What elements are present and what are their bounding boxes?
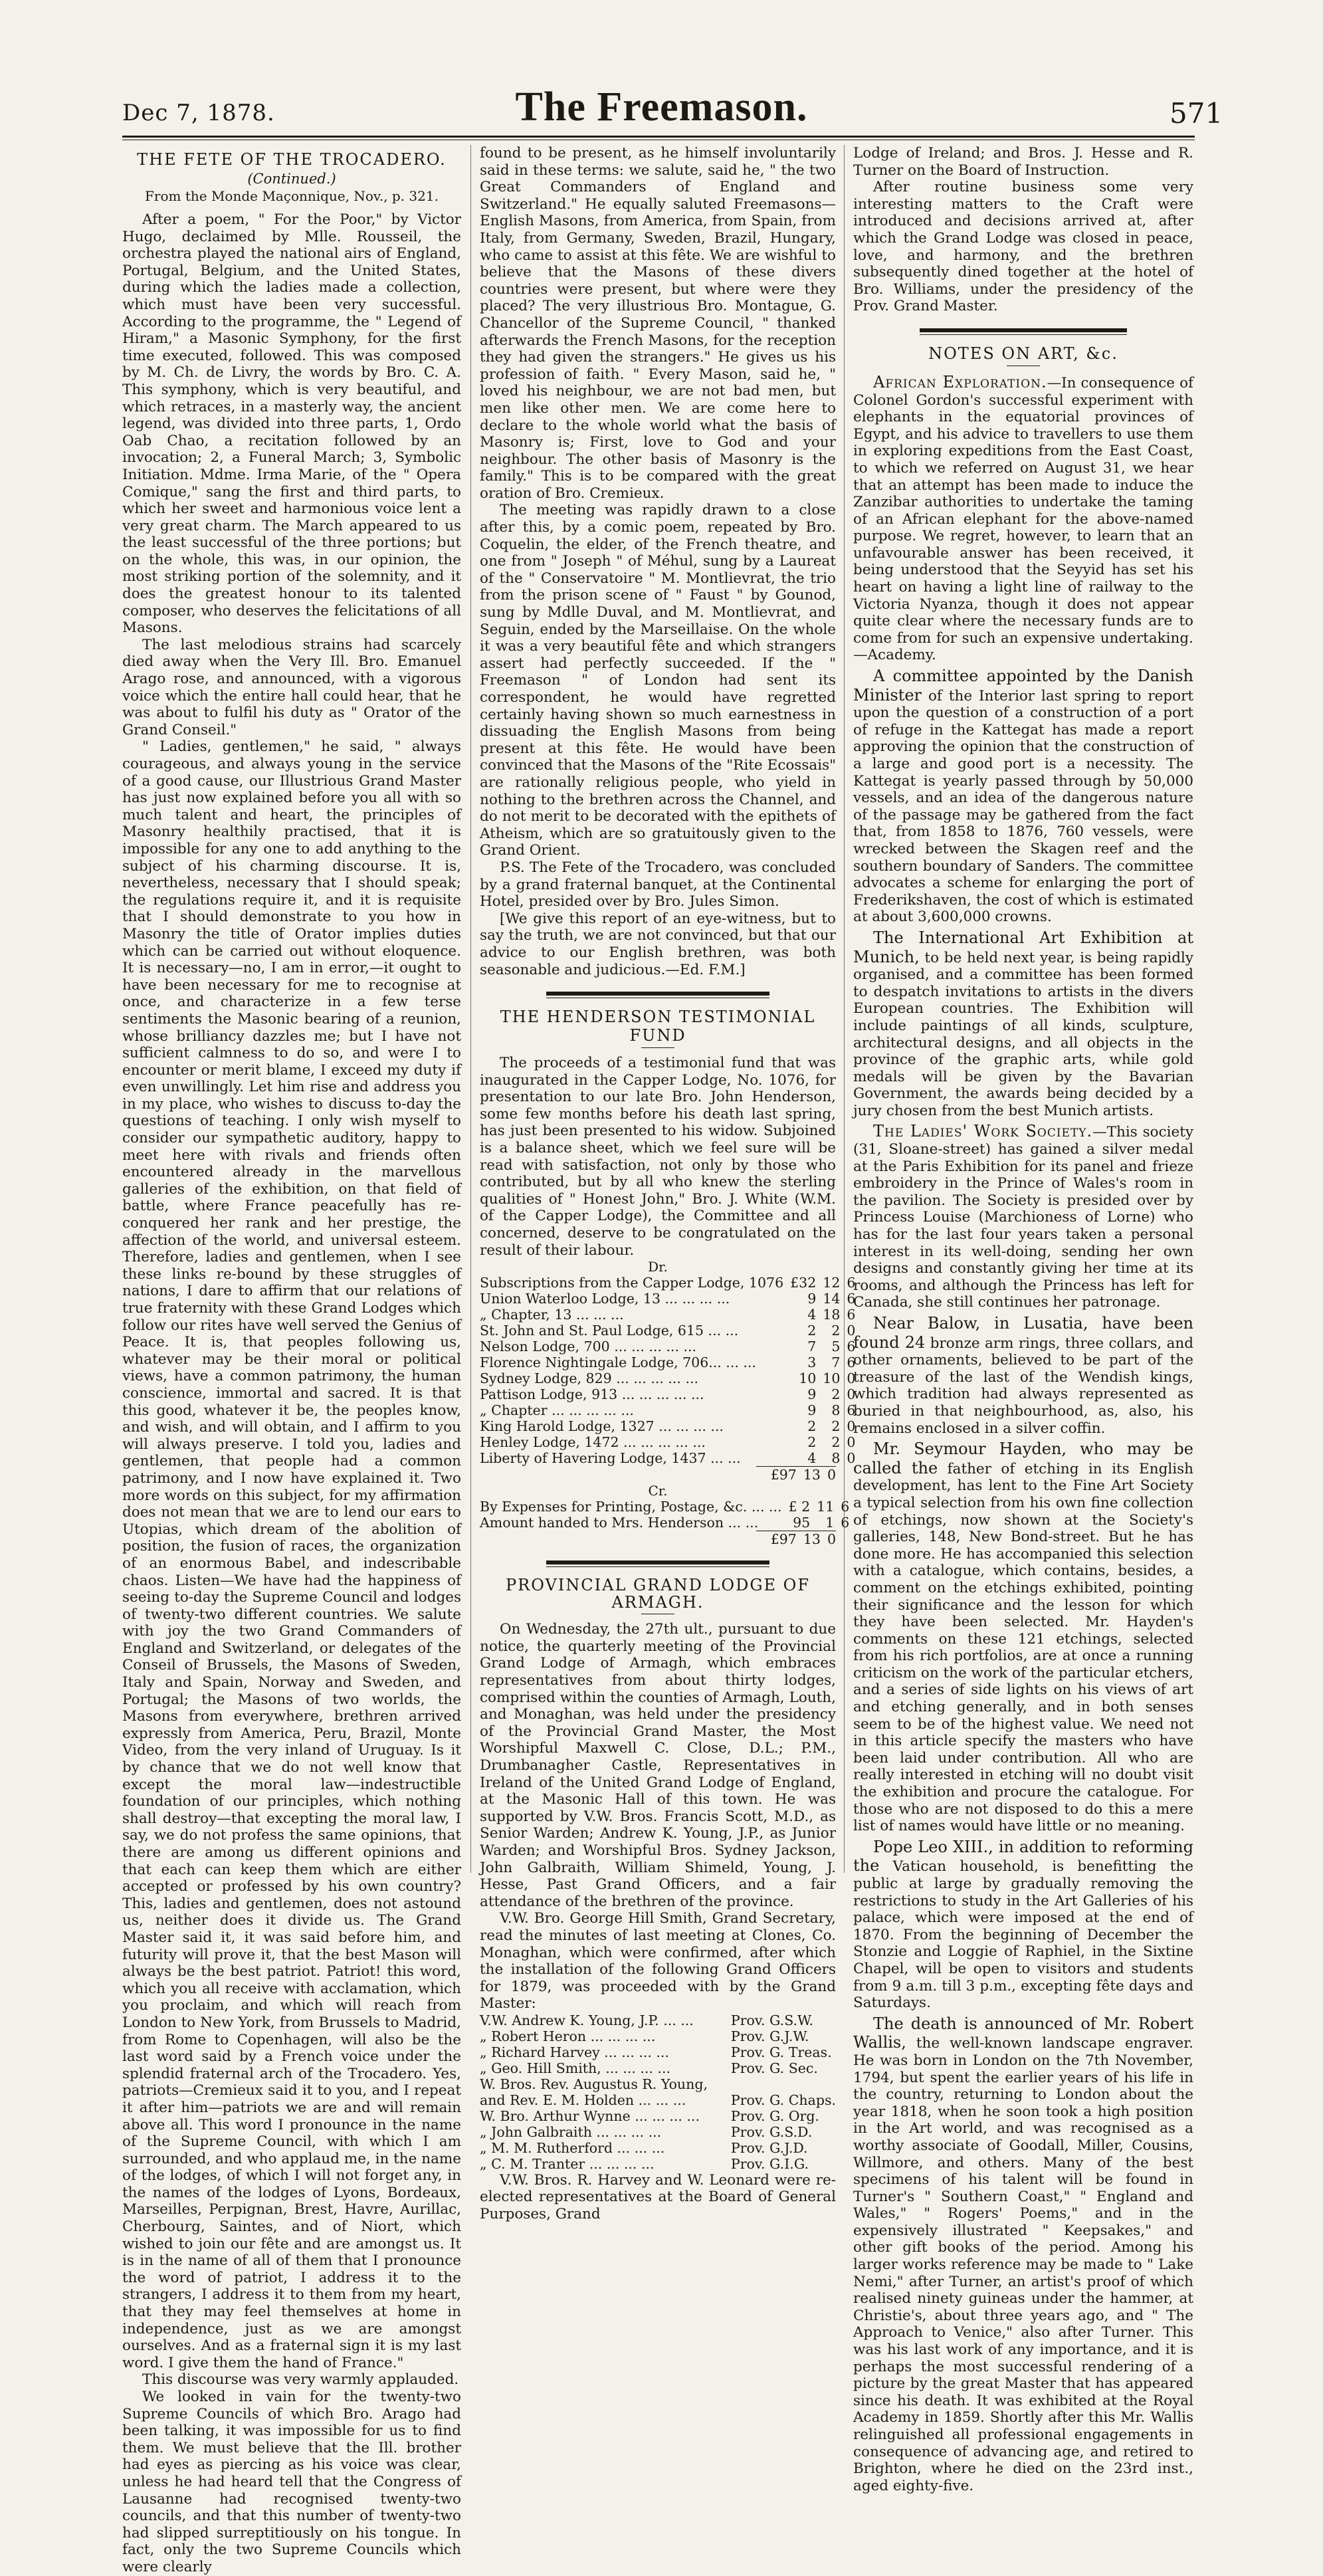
debit-total [480,1467,836,1483]
officer-role: Prov. G.I.G. [730,2155,809,2172]
paragraph: After routine business some very interesting matters to the Craft were introduced and decisions arrived at, after which the Grand Lodge was closed in peace, love, and harmony, and the brethren subsequently dined together at the hotel of Bro. Williams, under the presidency of the Prov. Grand Master. [853,179,1193,315]
account-pence: 6 [847,1354,856,1371]
account-row [480,1450,855,1466]
account-shillings: 8 [831,1450,841,1467]
officer-name: V.W. Andrew K. Young, J.P. ... ... [480,2012,694,2028]
paragraph: [We give this report of an eye-witness, but to say the truth, we are not convinced, but that our advice to our English brethren, was both seasonable and judicious.—Ed. F.M.] [480,910,836,978]
account-pounds: £32 [790,1275,817,1291]
account-shillings: 8 [831,1402,841,1419]
account-pounds: 2 [807,1434,817,1451]
article-heading: THE HENDERSON TESTIMONIAL FUND [500,1008,816,1045]
article-heading: THE FETE OF THE TROCADERO. [137,150,447,169]
section-rule [546,992,769,998]
officer-role: Prov. G. Org. [730,2107,819,2124]
column-1 [122,145,461,2575]
account-shillings: 2 [831,1323,841,1339]
account-pence: 6 [847,1275,856,1291]
officer-name: W. Bro. Arthur Wynne ... ... ... ... [480,2107,700,2124]
paragraph: " Ladies, gentlemen," he said, " always courageous, and always young in the service of a good cause, our Illustrious Grand Master has just now explained before you all with so much talent and heart, the principles of Masonry healthily practised, that it is impossible for any one to add anything to the subject of his charming discourse. It is, nevertheless, necessary that I should speak; the regulations require it, and it is requisite that I should demonstrate to you how in Masonry the title of Orator implies duties which can be carried out without eloquence. It is necessary—no, I am in error,—it ought to have been necessary for me to recognise at once, and characterize in a few terse sentiments the Masonic bearing of a reunion, whose brilliancy dazzles me; but I have not sufficient calmness to do so, and were I to encounter or merit blame, I exceed my duty if even unwillingly. Let him rise and address you in my place, who wishes to discuss to-day the questions of teaching. I only wish myself to consider our sympathetic auditory, happy to meet here with rivals and friends often encountered already in the marvellous galleries of the exhibition, on that field of battle, where France peacefully has re-conquered her rank and her prestige, the affection of the world, and universal esteem. Therefore, ladies and gentlemen, when I see these links re-bound by these struggles of nations, I dare to affirm that our relations of true fraternity with these Grand Lodges which follow our rites have well served the Genius of Peace. It is, that peoples following us, whatever may be their moral or political views, have a common patrimony, the human conscience, immortal and sacred. It is that this good, whatever it be, the peoples know, and wish, and will obtain, and I affirm to you will always preserve. I told you, ladies and gentlemen, that people had a common patrimony, and I now have explained it. Two more words on this subject, for my affirmation does not mean that we are to lend our ears to Utopias, which dream of the abolition of position, the fusion of races, the organization of an enormous Babel, and indescribable chaos. Listen—We have had the happiness of seeing to-day the Supreme Council and lodges of twenty-two different countries. We salute with joy the two Grand Commanders of England and Switzerland, or delegates of the Conseil of Brussels, the Masons of Sweden, Italy and Spain, Norway and Sweden, and Portugal; the Masons of two worlds, the Masons from everywhere, brethren arrived expressly from America, Peru, Brazil, Monte Video, from the very inland of Uruguay. Is it by chance that we do not well know that except the moral law—indestructible foundation of our principles, which nothing shall destroy—that excepting the moral law, I say, we do not profess the same opinions, that there are among us different opinions and that each can keep them which are either accepted or professed by his own country? This, ladies and gentlemen, does not astound us, neither does it divide us. The Grand Master said it, it was said before him, and futurity will prove it, that the best Mason will always be the best patriot. Patriot! this word, which you all receive with acclamation, which you proclaim, and which will reach from London to New York, from Brussels to Madrid, from Rome to Copenhagen, will also be the last word said by a French voice under the splendid fraternal arch of the Trocadero. Yes, patriots—Cremieux said it to you, and I repeat it after him—patriots we are and will remain above all. This word I pronounce in the name of the Supreme Council, with which I am surrounded, and who applaud me, in the name of the lodges, of which I will not forget any, in the names of the lodges of Lyons, Bordeaux, Marseilles, Perpignan, Brest, Havre, Aurillac, Cherbourg, Saintes, and of Niort, which wished to join our fête and are amongst us. It is in the name of all of them that I pronounce the word of patriot, I address it to the strangers, I address it to them from my heart, that they may feel themselves at home in independence, just as we are amongst ourselves. And as a fraternal sign it is my last word. I give them the hand of France." [122,738,461,2371]
account-row [480,1402,855,1418]
note-text: —In consequence of Colonel Gordon's successful experiment with elephants in the equatorial provinces of Egypt, and his advice to travellers to use them in exploring expeditions from the East Coast, to which we referred on August 31, we hear that an attempt has been made to induce the Zanzibar authorities to undertake the taming of an African elephant for the above-named purpose. We regret, however, to learn that an unfavourable answer has been received, it being understood that the Seyyid has set his heart on having a light line of railway to the Victoria Nyanza, though it does not appear quite clear where the necessary funds are to come from for such an expensive undertaking.—Academy. [853,374,1193,664]
note-paragraph [853,373,1193,664]
column-3 [853,145,1194,2494]
note-text: bronze arm rings, three collars, and other ornaments, believed to be part of the treasure of the last of the Wendish kings, which tradition had always represented as buried in that neighbourhood, as, also, his remains enclosed in a silver coffin. [853,1335,1194,1437]
notes-list [853,373,1193,2494]
column-divider [844,145,845,1873]
total-shillings: 13 [803,1531,821,1548]
account-shillings: 10 [823,1370,841,1387]
officer-row [480,2108,836,2124]
account-shillings: 2 [831,1418,841,1435]
debit-label: Dr. [648,1259,668,1275]
note-paragraph [853,1440,1193,1835]
account-pounds: 9 [807,1386,817,1403]
note-paragraph [853,1838,1193,2012]
note-lead: The death is announced of Mr. Robert Wallis, [853,2014,1193,2052]
note-text: of the Interior last spring to report upon the question of a construction of a port of refuge in the Kattegat has made a report approving the opinion that the construction of a large and good port is a necessity. The Kattegat is yearly passed through by 50,000 vessels, and an idea of the dangerous nature of the passage may be gathered from the fact that, from 1858 to 1876, 760 vessels, were wrecked between the Skagen reef and the southern boundary of Sanders. The committee advocates a scheme for enlarging the port of Frederikshaven, the cost of which is estimated at about 3,600,000 crowns. [853,687,1193,926]
account-row [480,1499,849,1515]
note-paragraph [853,1314,1193,1437]
account-pence: 0 [847,1323,856,1339]
account-shillings: 7 [831,1354,841,1371]
note-paragraph [853,2014,1193,2495]
account-label: Amount handed to Mrs. Henderson ... ... [480,1515,759,1531]
account-pence: 0 [847,1450,856,1467]
account-pence: 6 [847,1339,856,1355]
officer-role [731,2076,836,2092]
debit-table [480,1275,855,1466]
note-text: the well-known landscape engraver. He was born in London on the 7th November, 1794, but spent the earlier years of his life in the country, returning to London about the year 1818, when he soon took a high position in the Art world, and was recognised as a worthy associate of Goodall, Miller, Cousins, Willmore, and others. Many of the best specimens of his talent will be found in Turner's " Southern Coast," " England and Wales," " Rogers' Poems," and in the expensively illustrated " Keepsakes," and other gift books of the period. Among his larger works reference may be made to " Lake Nemi," after Turner, an artist's proof of which realised ninety guineas under the hammer, at Christie's, about three years ago, and " The Approach to Venice," also after Turner. This was his last work of any importance, and it is perhaps the most successful rendering of a picture by the great Master that has appeared since his death. It was exhibited at the Royal Academy in 1859. Shortly after this Mr. Wallis relinguished all professional engagements in consequence of advancing age, and retired to Brighton, where he died on the 23rd inst., aged eighty-five. [853,2035,1193,2494]
credit-label: Cr. [648,1483,668,1499]
officer-row [480,2076,836,2092]
officer-role: Prov. G. Sec. [730,2060,818,2076]
account-label: Nelson Lodge, 700 ... ... ... ... ... [480,1339,697,1355]
account-row [480,1323,855,1339]
paragraph: On Wednesday, the 27th ult., pursuant to due notice, the quarterly meeting of the Provincial Grand Lodge of Armagh, which embraces representatives from about thirty lodges, comprised within the counties of Armagh, Louth, and Monaghan, was held under the presidency of the Provincial Grand Master, the Most Worshipful Maxwell C. Close, D.L.; P.M., Drumbanagher Castle, Representatives in Ireland of the United Grand Lodge of England, at the Masonic Hall of this town. He was supported by V.W. Bros. Francis Scott, M.D., as Senior Warden; Andrew K. Young, J.P., as Junior Warden; and Worshipful Bros. Sydney Jackson, John Galbraith, William Shimeld, Young, J. Hesse, Past Grand Officers, and a fair attendance of the brethren of the province. [480,1621,836,1910]
account-label: Pattison Lodge, 913 ... ... ... ... ... [480,1386,704,1403]
short-rule [641,1047,674,1048]
account-label: „ Chapter, 13 ... ... ... [480,1307,624,1323]
officer-name: „ M. M. Rutherford ... ... ... [480,2139,665,2156]
account-shillings: 1 [825,1515,835,1531]
account-label: Union Waterloo Lodge, 13 ... ... ... ... [480,1291,730,1307]
article-heading: NOTES ON ART, &c. [928,344,1118,363]
officer-row [480,2092,836,2108]
paragraph: Lodge of Ireland; and Bros. J. Hesse and R. Turner on the Board of Instruction. [853,145,1193,179]
paragraph: The meeting was rapidly drawn to a close after this, by a comic poem, repeated by Bro. Coquelin, the elder, of the French theatre, and one from " Joseph " of Méhul, sung by a Laureat of the " Conservatoire " M. Montlievrat, the trio from the prison scene of " Faust " by Gounod, sung by Mdlle Duval, and M. Montlievrat, and Seguin, ended by the Marseillaise. On the whole it was a very beautiful fête and which strangers assert had perfectly succeeded. If the " Freemason " of London had sent its correspondent, he would have regretted certainly having shown so much earnestness in dissuading the English Masons from being present at this fête. He would have been convinced that the Masons of the "Rite Ecossais" are rationally religious people, who yield in nothing to the brethren across the Channel, and do not merit to be decorated with the epithets of Atheism, which are so gratuitously given to the Grand Orient. [480,502,836,859]
note-lead: The Ladies' Work Society. [873,1122,1093,1141]
note-lead: Mr. Seymour Hayden, who may be called the [853,1440,1193,1477]
account-row [480,1386,855,1402]
account-label: St. John and St. Paul Lodge, 615 ... ... [480,1323,739,1339]
account-row [480,1370,855,1386]
account-pounds: 9 [807,1291,817,1307]
officer-row [480,2124,836,2140]
total-pence: 0 [827,1531,836,1548]
officer-role: Prov. G.J.W. [730,2028,809,2044]
officer-role: Prov. G.J.D. [730,2139,808,2156]
account-pence: 6 [847,1291,856,1307]
note-text: to be held next year, is being rapidly organised, and a committee has been formed to despatch invitations to artists in the divers European countries. The Exhibition will include paintings of all kinds, sculpture, architectural designs, and all objects in the province of the graphic arts, while gold medals will be given by the Bavarian Government, the awards being decided by a jury chosen from the best Munich artists. [853,949,1193,1119]
note-paragraph [853,1122,1193,1311]
account-pence: 6 [847,1307,856,1323]
account-shillings: 2 [831,1434,841,1451]
note-lead: Pope Leo XIII., in addition to reforming the [853,1837,1193,1876]
account-label: King Harold Lodge, 1327 ... ... ... ... [480,1418,724,1435]
total-shillings: 13 [803,1467,821,1483]
officer-row [480,2044,836,2060]
account-pence: 0 [847,1434,856,1451]
note-lead: African Exploration. [873,372,1047,391]
account-row [480,1434,855,1450]
account-shillings: 14 [823,1291,841,1307]
account-shillings: 5 [831,1339,841,1355]
officer-role: Prov. G. Chaps. [730,2092,836,2108]
officer-row [480,2156,836,2172]
account-pence: 6 [847,1402,856,1419]
account-shillings: 2 [831,1386,841,1403]
paragraph: V.W. Bro. George Hill Smith, Grand Secretary, read the minutes of last meeting at Clones, Co. Monaghan, which were confirmed, after which the installation of the following Grand Officers for 1879, was proceeded with by the Grand Master: [480,1910,836,2012]
article-source: From the Monde Maçonnique, Nov., p. 321. [145,188,439,204]
article-heading: PROVINCIAL GRAND LODGE OF ARMAGH. [506,1576,810,1612]
officer-role: Prov. G.S.D. [730,2123,813,2140]
account-pence: 6 [841,1499,850,1515]
note-text: father of etching in its English development, has lent to the Fine Art Society a typical selection from his own fine collection of etchings, now shown at the Society's galleries, 148, New Bond-street. But he has done more. He has accompanied this selection with a catalogue, which contains, besides, a comment on the etchings exhibited, pointing their significance and the lesson for which they have been selected. Mr. Hayden's comments on these 121 etchings, selected from his rich portfolios, are at once a running criticism on the work of the particular etchers, and a series of side lights on his views of art and etching generally, and in both senses seem to be of the highest value. We need not in this article specify the masters who have been laid under contribution. All who are really interested in etching will no doubt visit the exhibition and procure the catalogue. For those who are not disposed to do this a mere list of names would have little or no meaning. [853,1460,1194,1835]
section-rule [546,1560,769,1567]
account-pounds: 95 [793,1515,811,1531]
total-pounds: £97 [770,1531,797,1548]
officers-table [480,2012,836,2172]
account-row [480,1354,855,1370]
officer-role: Prov. G.S.W. [730,2012,814,2028]
account-row [480,1339,855,1354]
paragraph: After a poem, " For the Poor," by Victor Hugo, declaimed by Mlle. Rousseil, the orchestra played the national airs of England, Portugal, Belgium, and the United States, during which the ladies made a collection, which must have been very successful. According to the programme, the " Legend of Hiram," a Masonic Symphony, for the first time executed, followed. This was composed by M. Ch. de Livry, the words by Bro. C. A. This symphony, which is very beautiful, and which retraces, in a masterly way, the ancient legend, was divided into three parts, 1, Ordo Oab Chao, a recitation followed by an invocation; 2, a Funeral March; 3, Symbolic Initiation. Mdme. Irma Marie, of the " Opera Comique," sang the first and third parts, to which her sweet and harmonious voice lent a very great charm. The March appeared to us the least successful of the three portions; but on the whole, this was, in our opinion, the most striking portion of the solemnity, and it does the greatest honour to its talented composer, who deserves the felicitations of all Masons. [122,211,461,637]
masthead-title: The Freemason. [515,84,808,130]
column-divider [470,145,471,1873]
note-text: Vatican household, is benefitting the public at large by gradually removing the restrictions to study in the Art Galleries of his palace, which were imposed at the end of 1870. From the beginning of December the Stonzie and Loggie of Raphiel, in the Sixtine Chapel, will be open to visitors and students from 9 a.m. till 3 p.m., excepting fête days and Saturdays. [853,1858,1193,2012]
officer-row [480,2012,836,2028]
officer-name: „ Geo. Hill Smith, ... ... ... ... [480,2060,670,2076]
officer-name: „ C. M. Tranter ... ... ... ... [480,2155,655,2172]
issue-date: Dec 7, 1878. [122,100,275,126]
paragraph: The last melodious strains had scarcely died away when the Very Ill. Bro. Emanuel Arago rose, and announced, with a vigorous voice which the entire hall could hear, that he was about to fulfil his duty as " Orator of the Grand Conseil." [122,636,461,738]
paragraph: P.S. The Fete of the Trocadero, was concluded by a grand fraternal banquet, at the Continental Hotel, presided over by Bro. Jules Simon. [480,859,836,911]
account-row [480,1291,855,1307]
account-label: Henley Lodge, 1472 ... ... ... ... ... [480,1434,706,1451]
column-2 [480,145,856,2223]
paragraph: found to be present, as he himself involuntarily said in these terms: we salute, said he, " the two Great Commanders of England and Switzerland." He equally saluted Freemasons—English Masons, from America, from Spain, from Italy, from Germany, Sweden, Brazil, Hungary, who came to assist at this fête. We are wishful to believe that the Masons of these divers countries were present, but where were they placed? The very illustrious Bro. Montague, G. Chancellor of the Supreme Council, " thanked afterwards the French Masons, for the reception they had given the strangers." He gives us his profession of faith. " Every Mason, said he, " loved his neighbour, we are not bad men, but men like other men. We are come here to declare to the whole world what the basis of Masonry is; First, love to God and your neighbour. The other basis of Masonry is the family." This is to be compared with the great oration of Bro. Cremieux. [480,145,836,502]
note-lead: A committee appointed by the Danish Minister [853,667,1193,704]
officer-name: and Rev. E. M. Holden ... ... ... [480,2092,686,2108]
account-pounds: 7 [807,1339,817,1355]
paragraph: The proceeds of a testimonial fund that was inaugurated in the Capper Lodge, No. 1076, for presentation to our late Bro. John Henderson, some few months before his death last spring, has just been presented to his widow. Subjoined is a balance sheet, which we feel sure will be read with satisfaction, not only by those who contributed, but by all who knew the sterling qualities of " Honest John," Bro. J. White (W.M. of the Capper Lodge), the Committee and all concerned, deserve to be congratulated on the result of their labour. [480,1055,836,1259]
note-lead: The International Art Exhibition at Munich, [853,928,1193,966]
account-pounds: £ 2 [788,1499,811,1515]
officer-row [480,2028,836,2044]
account-label: Florence Nightingale Lodge, 706... ... ... [480,1354,756,1371]
account-pounds: 10 [799,1370,817,1387]
account-row [480,1418,855,1434]
account-label: Subscriptions from the Capper Lodge, 1076 [480,1275,784,1291]
officer-role: Prov. G. Treas. [730,2044,832,2060]
account-label: „ Chapter ... ... ... ... ... [480,1402,634,1419]
account-shillings: 12 [823,1275,841,1291]
account-pence: 0 [847,1370,856,1387]
account-label: Liberty of Havering Lodge, 1437 ... ... [480,1450,741,1467]
account-row [480,1515,849,1531]
total-pence: 0 [827,1467,836,1483]
account-pounds: 3 [807,1354,817,1371]
total-pounds: £97 [770,1467,797,1483]
account-shillings: 18 [823,1307,841,1323]
paragraph: We looked in vain for the twenty-two Supreme Councils of which Bro. Arago had been talking, it was impossible for us to find them. We must believe that the Ill. brother had eyes as piercing as his voice was clear, unless he had heard tell that the Congress of Lausanne had recognised twenty-two councils, and that this number of twenty-two had slipped surreptitiously on his tongue. In fact, only the two Supreme Councils which were clearly [122,2389,461,2575]
account-shillings: 11 [817,1499,835,1515]
account-pence: 6 [841,1515,850,1531]
note-paragraph [853,667,1193,926]
officer-name: W. Bros. Rev. Augustus R. Young, [480,2076,708,2092]
account-pence: 0 [847,1418,856,1435]
account-row [480,1275,855,1291]
article-continued: (Continued.) [247,171,336,187]
credit-table [480,1499,849,1531]
note-paragraph [853,928,1193,1120]
officer-name: „ Richard Harvey ... ... ... ... [480,2044,669,2060]
account-label: Sydney Lodge, 829 ... ... ... ... ... [480,1370,699,1387]
officer-name: „ John Galbraith ... ... ... ... [480,2123,662,2140]
account-pence: 0 [847,1386,856,1403]
paragraph: This discourse was very warmly applauded. [142,2371,459,2389]
page-number: 571 [1170,97,1223,130]
account-row [480,1307,855,1323]
masthead-rule [122,136,1195,138]
officer-row [480,2140,836,2156]
account-pounds: 2 [807,1323,817,1339]
note-text: —This society (31, Sloane-street) has gained a silver medal at the Paris Exhibition for its panel and frieze embroidery in the Prince of Wales's room in the pavilion. The Society is presided over by Princess Louise (Marchioness of Lorne) who has for the last four years taken a personal interest in its well-doing, sending her own designs and constantly giving her time at its rooms, and although the Princess has left for Canada, she still continues her patronage. [853,1124,1193,1311]
account-pounds: 9 [807,1402,817,1419]
paragraph: V.W. Bros. R. Harvey and W. Leonard were re-elected representatives at the Board of General Purposes, Grand [480,2171,836,2223]
account-pounds: 4 [807,1307,817,1323]
credit-total [480,1531,836,1547]
account-pounds: 2 [807,1418,817,1435]
section-rule [920,328,1127,335]
note-lead: Near Balow, in Lusatia, have been found 24 [853,1314,1193,1352]
account-pounds: 4 [807,1450,817,1467]
account-label: By Expenses for Printing, Postage, &c. ... ... [480,1499,782,1515]
officer-name: „ Robert Heron ... ... ... ... [480,2028,656,2044]
officer-row [480,2060,836,2076]
